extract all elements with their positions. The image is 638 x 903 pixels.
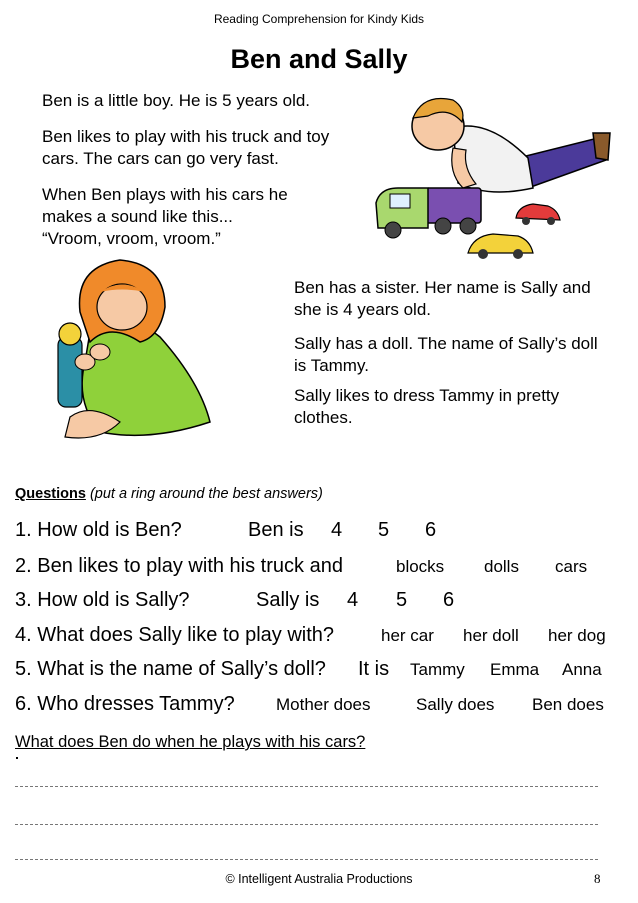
writing-question: What does Ben do when he plays with his cars? bbox=[15, 733, 366, 751]
story-paragraph: Sally likes to dress Tammy in pretty clothes. bbox=[294, 386, 560, 427]
story-line: “Vroom, vroom, vroom.” bbox=[42, 229, 221, 248]
answer-option[interactable]: her doll bbox=[463, 626, 519, 645]
question-6: 6. Who dresses Tammy? bbox=[15, 693, 235, 715]
answer-option[interactable]: Mother does bbox=[276, 695, 371, 714]
story-line: When Ben plays with his cars he bbox=[42, 185, 288, 204]
answer-option[interactable]: her dog bbox=[548, 626, 606, 645]
answer-option[interactable]: Tammy bbox=[410, 660, 465, 679]
question-3-lead: Sally is bbox=[256, 589, 320, 611]
answer-line[interactable] bbox=[15, 859, 598, 860]
question-1-lead: Ben is bbox=[248, 519, 304, 541]
question-3: 3. How old is Sally? bbox=[15, 589, 190, 611]
story-paragraph: Ben is a little boy. He is 5 years old. bbox=[42, 91, 311, 110]
answer-option[interactable]: 4 bbox=[347, 589, 359, 611]
answer-option[interactable]: dolls bbox=[484, 557, 519, 576]
page-title: Ben and Sally bbox=[230, 44, 408, 74]
answer-line[interactable] bbox=[15, 786, 598, 787]
answer-option[interactable]: 5 bbox=[396, 589, 408, 611]
boy-with-cars-illustration bbox=[368, 88, 613, 268]
page-header: Reading Comprehension for Kindy Kids bbox=[213, 12, 425, 26]
girl-with-doll-illustration bbox=[30, 252, 220, 452]
answer-option[interactable]: Anna bbox=[562, 660, 602, 679]
marker-dot bbox=[16, 757, 18, 759]
questions-instruction: (put a ring around the best answers) bbox=[89, 486, 323, 502]
answer-option[interactable]: cars bbox=[555, 557, 588, 576]
story-paragraph: Ben likes to play with his truck and toy cars. The cars can go very fast. bbox=[42, 127, 330, 168]
question-1: 1. How old is Ben? bbox=[15, 519, 182, 541]
answer-option[interactable]: Ben does bbox=[532, 695, 604, 714]
answer-option[interactable]: 5 bbox=[378, 519, 390, 541]
answer-option[interactable]: 6 bbox=[425, 519, 437, 541]
story-paragraph bbox=[42, 184, 342, 250]
question-2: 2. Ben likes to play with his truck and bbox=[15, 555, 343, 577]
answer-option[interactable]: her car bbox=[381, 626, 434, 645]
answer-line[interactable] bbox=[15, 824, 598, 825]
questions-heading-label: Questions bbox=[15, 486, 86, 502]
answer-option[interactable]: Emma bbox=[490, 660, 540, 679]
footer-copyright: © Intelligent Australia Productions bbox=[225, 872, 413, 886]
answer-option[interactable]: 6 bbox=[443, 589, 455, 611]
story-paragraph: Ben has a sister. Her name is Sally and she is 4 years old. bbox=[294, 278, 591, 319]
question-5: 5. What is the name of Sally’s doll? bbox=[15, 658, 326, 680]
story-paragraph: Sally has a doll. The name of Sally’s doll is Tammy. bbox=[294, 334, 598, 375]
answer-option[interactable]: blocks bbox=[396, 557, 445, 576]
answer-option[interactable]: Sally does bbox=[416, 695, 495, 714]
story-line: makes a sound like this... bbox=[42, 207, 233, 226]
question-4: 4. What does Sally like to play with? bbox=[15, 624, 335, 646]
answer-option[interactable]: 4 bbox=[331, 519, 343, 541]
question-5-lead: It is bbox=[358, 658, 390, 680]
questions-heading bbox=[15, 486, 323, 502]
page-number: 8 bbox=[594, 871, 601, 886]
